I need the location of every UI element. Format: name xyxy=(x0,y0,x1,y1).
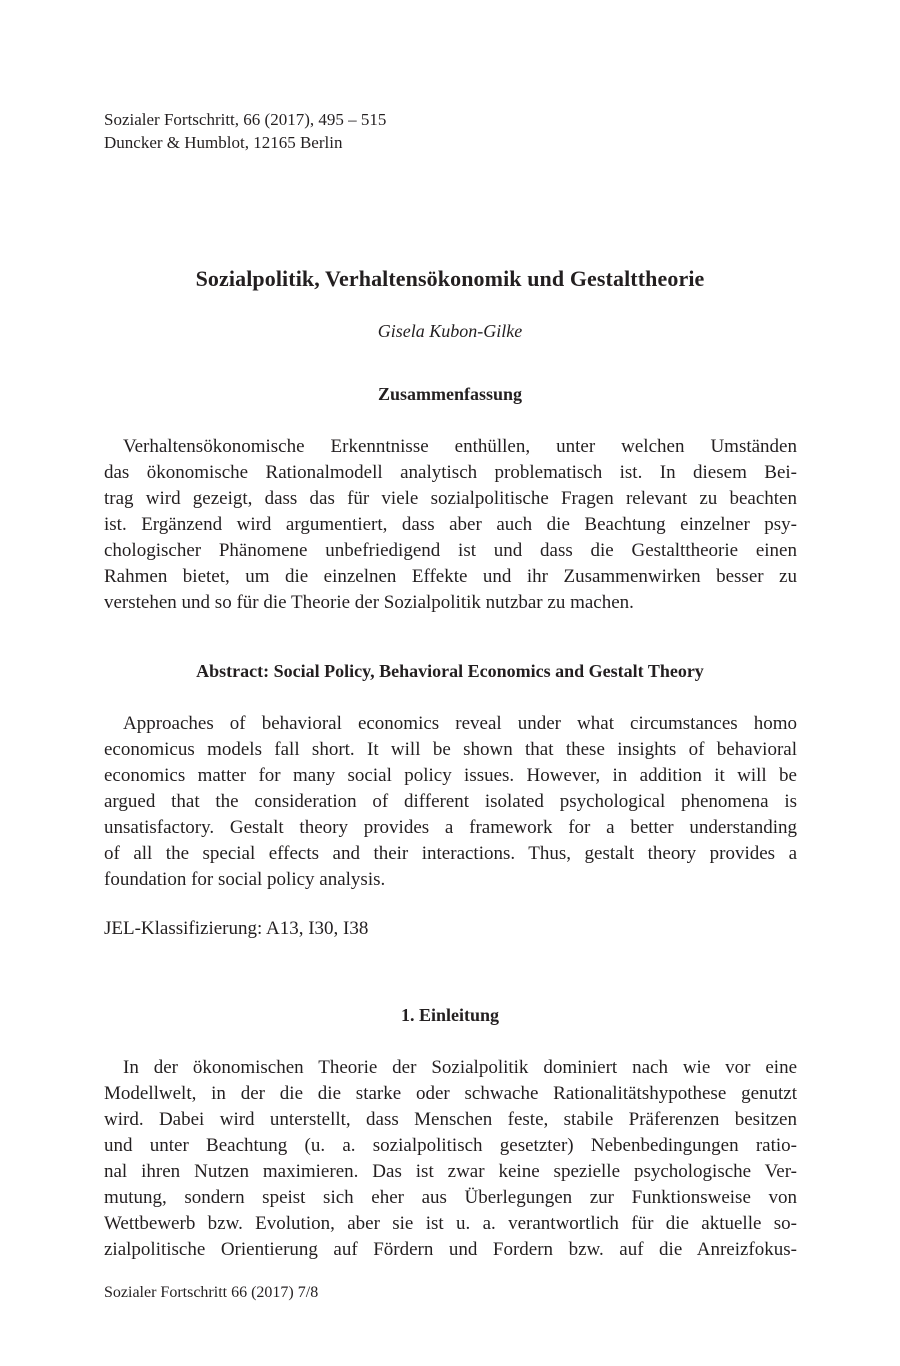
text-line: und unter Beachtung (u. a. sozialpolitisch gesetzter) Nebenbedingungen ratio- xyxy=(104,1135,797,1156)
jel-classification: JEL-Klassifizierung: A13, I30, I38 xyxy=(104,918,369,939)
text-line: Wettbewerb bzw. Evolution, aber sie ist u. a. verantwortlich für die aktuelle so- xyxy=(104,1213,797,1234)
text-line: verstehen und so für die Theorie der Sozialpolitik nutzbar zu machen. xyxy=(104,592,634,613)
text-line: zialpolitische Orientierung auf Fördern und Fordern bzw. auf die Anreizfokus- xyxy=(104,1239,797,1260)
text-line: unsatisfactory. Gestalt theory provides a framework for a better understanding xyxy=(104,817,797,838)
zusammenfassung-paragraph xyxy=(104,434,797,616)
text-line: nal ihren Nutzen maximieren. Das ist zwar keine spezielle psychologische Ver- xyxy=(104,1161,797,1182)
text-line: foundation for social policy analysis. xyxy=(104,869,386,890)
text-line: chologischer Phänomene unbefriedigend ist und dass die Gestalttheorie einen xyxy=(104,540,797,561)
text-line: economicus models fall short. It will be shown that these insights of behavioral xyxy=(104,739,797,760)
publisher-line: Duncker & Humblot, 12165 Berlin xyxy=(104,133,343,152)
text-line: Approaches of behavioral economics reveal under what circumstances homo xyxy=(123,713,797,734)
text-line: Modellwelt, in der die die starke oder schwache Rationalitätshypothese genutzt xyxy=(104,1083,797,1104)
text-line: In der ökonomischen Theorie der Sozialpolitik dominiert nach wie vor eine xyxy=(123,1057,797,1078)
section-paragraph xyxy=(104,1055,797,1263)
text-line: argued that the consideration of different isolated psychological phenomena is xyxy=(104,791,797,812)
text-line: mutung, sondern speist sich eher aus Überlegungen zur Funktionsweise von xyxy=(104,1187,797,1208)
text-line: wird. Dabei wird unterstellt, dass Menschen feste, stabile Präferenzen besitzen xyxy=(104,1109,797,1130)
text-line: of all the special effects and their interactions. Thus, gestalt theory provides a xyxy=(104,843,797,864)
journal-header xyxy=(104,108,386,154)
text-line: ist. Ergänzend wird argumentiert, dass aber auch die Beachtung einzelner psy- xyxy=(104,514,797,535)
text-line: economics matter for many social policy issues. However, in addition it will be xyxy=(104,765,797,786)
article-title: Sozialpolitik, Verhaltensökonomik und Gestalttheorie xyxy=(195,266,705,291)
abstract-heading: Abstract: Social Policy, Behavioral Economics and Gestalt Theory xyxy=(196,661,704,681)
text-line: trag wird gezeigt, dass das für viele sozialpolitische Fragen relevant zu beachten xyxy=(104,488,797,509)
journal-citation: Sozialer Fortschritt, 66 (2017), 495 – 515 xyxy=(104,110,387,129)
section-heading: 1. Einleitung xyxy=(400,1005,500,1025)
text-line: Rahmen bietet, um die einzelnen Effekte und ihr Zusammenwirken besser zu xyxy=(104,566,797,587)
text-line: Verhaltensökonomische Erkenntnisse enthüllen, unter welchen Umständen xyxy=(123,436,797,457)
page-footer: Sozialer Fortschritt 66 (2017) 7/8 xyxy=(104,1284,319,1301)
zusammenfassung-heading: Zusammenfassung xyxy=(377,384,523,404)
text-line: das ökonomische Rationalmodell analytisch problematisch ist. In diesem Bei- xyxy=(104,462,797,483)
abstract-paragraph xyxy=(104,711,797,893)
article-author: Gisela Kubon-Gilke xyxy=(377,321,523,341)
